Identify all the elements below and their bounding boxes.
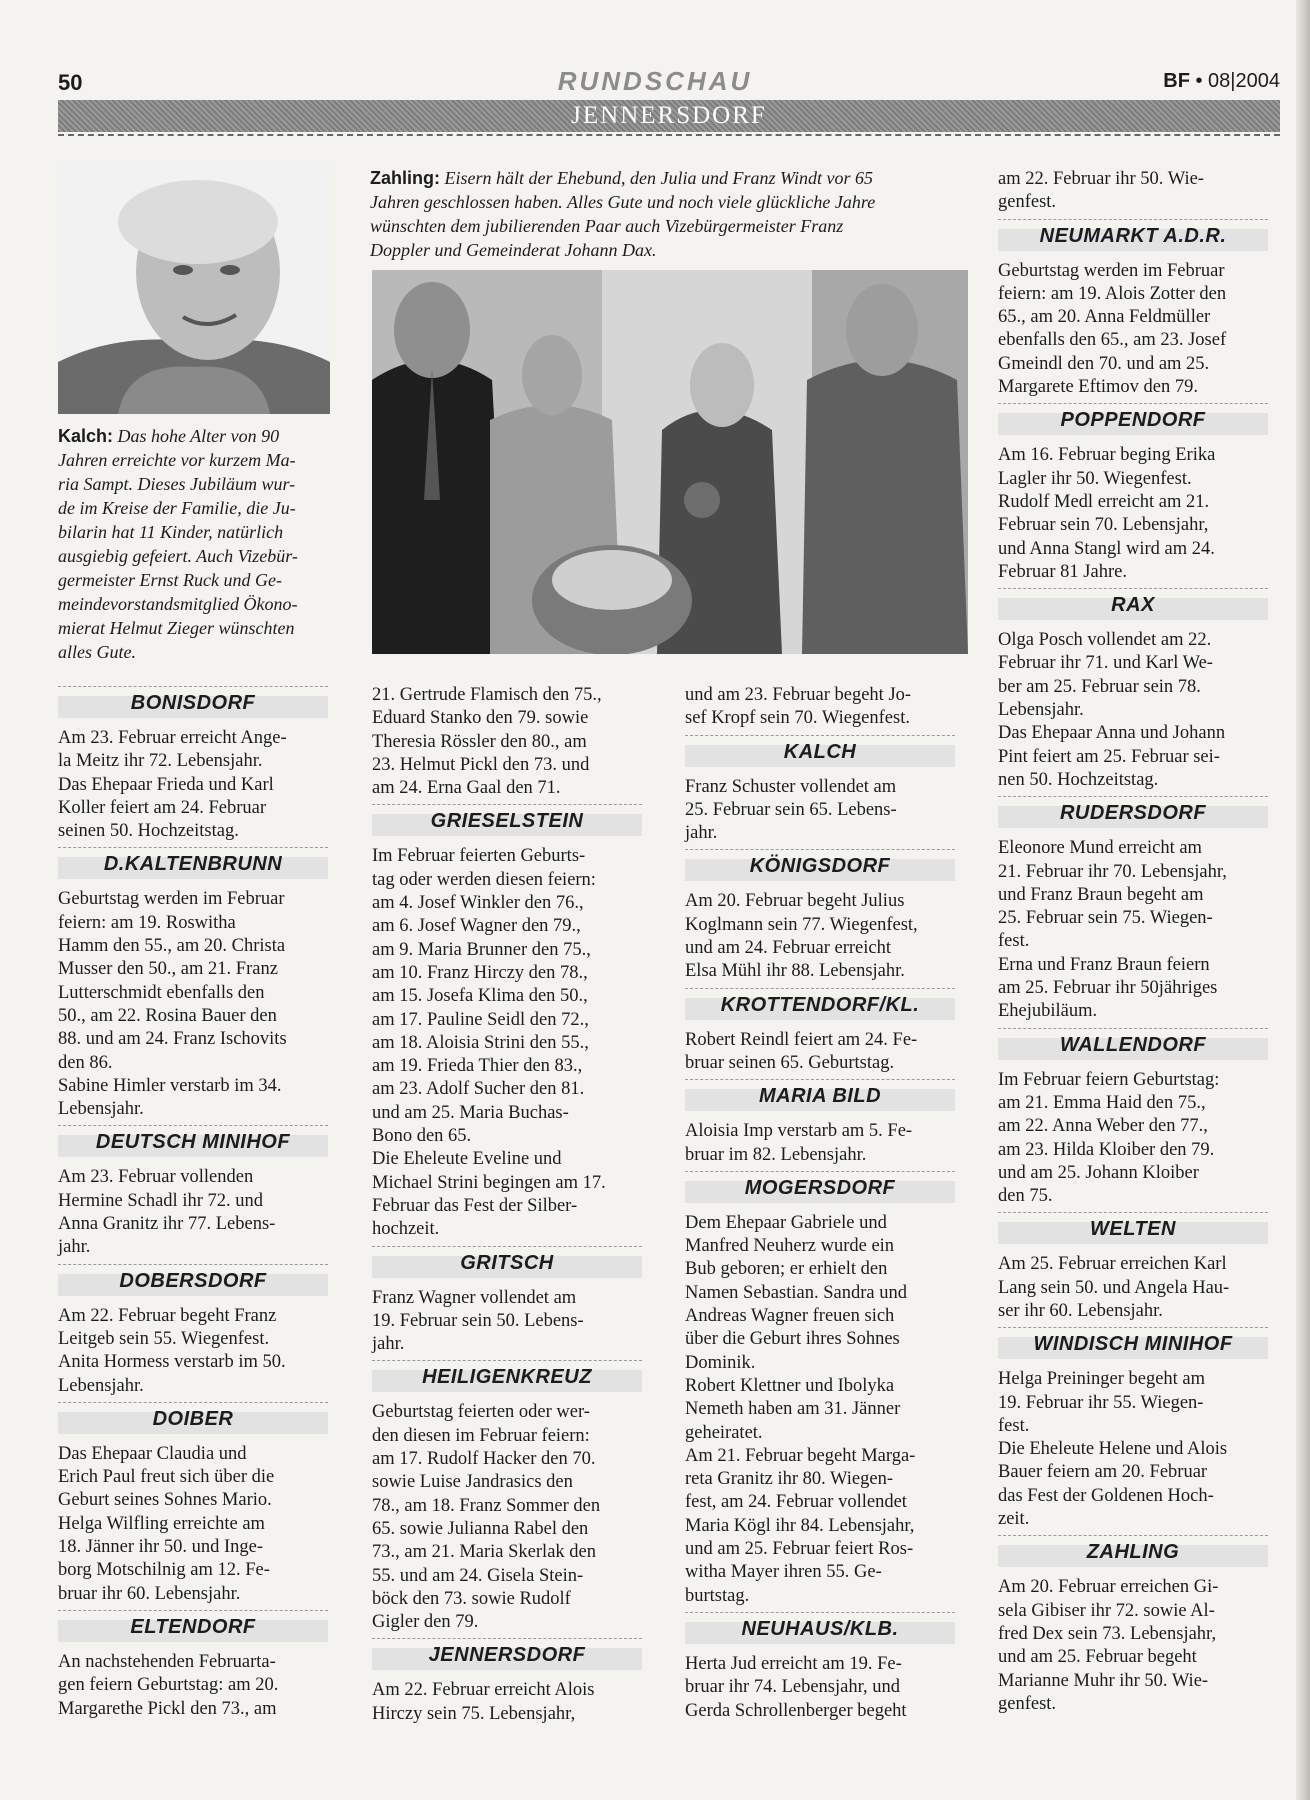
text-line: Erich Paul freut sich über die: [58, 1467, 275, 1488]
text-line: borg Motschilnig am 12. Fe-: [58, 1560, 270, 1581]
text-line: am 15. Josefa Klima den 50.,: [372, 986, 588, 1007]
text-line: 55. und am 24. Gisela Stein-: [372, 1565, 584, 1586]
text-line: Gerda Schrollenberger begeht: [685, 1700, 907, 1721]
section-heading: NEUMARKT A.D.R.: [998, 219, 1268, 255]
text-line: gen feiern Geburtstag: am 20.: [58, 1675, 279, 1696]
text-line: 50., am 22. Rosina Bauer den: [58, 1005, 277, 1026]
text-line: am 23. Adolf Sucher den 81.: [372, 1079, 585, 1100]
text-line: und Anna Stangl wird am 24.: [998, 538, 1215, 559]
text-line: 25. Februar sein 65. Lebens-: [685, 799, 897, 820]
section-heading: DOIBER: [58, 1402, 328, 1438]
section-heiligenkreuz: [372, 1360, 642, 1634]
caption-kalch: [58, 424, 338, 664]
section-gritsch: [372, 1246, 642, 1357]
section-heading: NEUHAUS/KLB.: [685, 1612, 955, 1648]
section-heading: DEUTSCH MINIHOF: [58, 1125, 328, 1161]
section-heading: MARIA BILD: [685, 1079, 955, 1115]
text-line: Franz Wagner vollendet am: [372, 1287, 577, 1308]
text-line: Geburtstag werden im Februar: [58, 889, 285, 910]
text-line: und am 25. Maria Buchas-: [372, 1102, 569, 1123]
text-line: bruar ihr 74. Lebensjahr, und: [685, 1677, 901, 1698]
text-line: den 86.: [58, 1052, 113, 1073]
section-heading: WALLENDORF: [998, 1028, 1268, 1064]
text-line: hochzeit.: [372, 1219, 440, 1240]
caption-kalch-place: Kalch:: [58, 426, 114, 446]
text-line: Bono den 65.: [372, 1126, 472, 1147]
text-line: genfest.: [998, 1693, 1057, 1714]
text-line: ser ihr 60. Lebensjahr.: [998, 1300, 1163, 1321]
section-heading: DOBERSDORF: [58, 1264, 328, 1300]
text-line: am 24. Erna Gaal den 71.: [372, 778, 561, 799]
text-line: Bub geboren; er erhielt den: [685, 1259, 888, 1280]
section-eltendorf: [58, 1610, 328, 1721]
group-photo: [372, 270, 968, 654]
text-line: Am 22. Februar begeht Franz: [58, 1305, 277, 1326]
text-line: Margarete Eftimov den 79.: [998, 377, 1199, 398]
text-line: 73., am 21. Maria Skerlak den: [372, 1542, 596, 1563]
text-line: Am 21. Februar begeht Marga-: [685, 1445, 916, 1466]
text-line: Franz Schuster vollendet am: [685, 776, 897, 797]
section-bonisdorf: [58, 686, 328, 843]
text-line: jahr.: [58, 1237, 91, 1258]
section-heading: ELTENDORF: [58, 1610, 328, 1646]
text-line: Nemeth haben am 31. Jänner: [685, 1399, 901, 1420]
text-line: Die Eheleute Eveline und: [372, 1149, 562, 1170]
text-line: Sabine Himler verstarb im 34.: [58, 1075, 282, 1096]
text-line: 23. Helmut Pickl den 73. und: [372, 754, 590, 775]
section-heading: RUDERSDORF: [998, 796, 1268, 832]
page-number: 50: [58, 70, 83, 95]
section-deutsch-minihof: [58, 1125, 328, 1259]
section-neumarkt-a-d-r: [998, 219, 1268, 400]
text-line: 18. Jänner ihr 50. und Inge-: [58, 1537, 263, 1558]
caption-line: meindevorstandsmitglied Ökono-: [58, 594, 298, 614]
section-continuation: [372, 684, 642, 800]
text-line: am 6. Josef Wagner den 79.,: [372, 916, 581, 937]
text-line: 65. sowie Julianna Rabel den: [372, 1518, 589, 1539]
text-line: Februar sein 70. Lebensjahr,: [998, 515, 1209, 536]
text-line: über die Geburt ihres Sohnes: [685, 1329, 900, 1350]
section-kalch: [685, 735, 955, 846]
text-line: ebenfalls den 65., am 23. Josef: [998, 330, 1227, 351]
text-line: Aloisia Imp verstarb am 5. Fe-: [685, 1121, 913, 1142]
banner-rule: [58, 134, 1280, 136]
caption-line: Jahren geschlossen haben. Alles Gute und noch viele glückliche Jahre: [370, 192, 876, 212]
section-neuhaus-klb: [685, 1612, 955, 1723]
page-edge: [1296, 0, 1310, 1800]
text-line: und Franz Braun begeht am: [998, 884, 1204, 905]
text-line: den 75.: [998, 1186, 1053, 1207]
section-heading: BONISDORF: [58, 686, 328, 722]
text-line: und am 25. Johann Kloiber: [998, 1162, 1199, 1183]
section-title: RUNDSCHAU: [557, 66, 753, 96]
publication-name: BF: [1163, 70, 1190, 92]
text-line: am 21. Emma Haid den 75.,: [998, 1092, 1206, 1113]
text-line: Am 22. Februar erreicht Alois: [372, 1680, 595, 1701]
issue-info: [1163, 70, 1280, 93]
text-line: bruar seinen 65. Geburtstag.: [685, 1052, 895, 1073]
section-konigsdorf: [685, 849, 955, 983]
text-line: An nachstehenden Februarta-: [58, 1651, 276, 1672]
text-line: Am 16. Februar beging Erika: [998, 445, 1216, 466]
text-line: jahr.: [685, 823, 718, 844]
caption-kalch-text: [58, 426, 298, 662]
text-line: Marianne Muhr ihr 50. Wie-: [998, 1670, 1209, 1691]
text-line: Die Eheleute Helene und Alois: [998, 1439, 1228, 1460]
text-line: das Fest der Goldenen Hoch-: [998, 1485, 1214, 1506]
text-line: sowie Luise Jandrasics den: [372, 1472, 573, 1493]
text-line: burtstag.: [685, 1585, 750, 1606]
text-line: fred Dex sein 73. Lebensjahr,: [998, 1623, 1217, 1644]
caption-line: ria Sampt. Dieses Jubiläum wur-: [58, 474, 296, 494]
text-line: witha Mayer ihren 55. Ge-: [685, 1562, 882, 1583]
text-line: Lebensjahr.: [998, 700, 1084, 721]
section-heading: GRITSCH: [372, 1246, 642, 1282]
text-line: bruar im 82. Lebensjahr.: [685, 1144, 867, 1165]
text-line: Ehejubiläum.: [998, 1001, 1098, 1022]
text-line: Am 20. Februar begeht Julius: [685, 891, 905, 912]
region-banner: JENNERSDORF: [58, 100, 1280, 132]
section-heading: RAX: [998, 588, 1268, 624]
text-line: nen 50. Hochzeitstag.: [998, 769, 1159, 790]
text-line: Bauer feiern am 20. Februar: [998, 1462, 1208, 1483]
section-windisch-minihof: [998, 1327, 1268, 1531]
section-welten: [998, 1212, 1268, 1323]
text-line: Dominik.: [685, 1352, 756, 1373]
section-heading: D.KALTENBRUNN: [58, 847, 328, 883]
text-line: Theresia Rössler den 80., am: [372, 731, 587, 752]
section-wallendorf: [998, 1028, 1268, 1209]
text-line: Am 25. Februar erreichen Karl: [998, 1254, 1227, 1275]
text-line: Margarethe Pickl den 73., am: [58, 1698, 277, 1719]
text-line: 78., am 18. Franz Sommer den: [372, 1495, 601, 1516]
text-line: jahr.: [372, 1334, 405, 1355]
text-line: 25. Februar sein 75. Wiegen-: [998, 908, 1213, 929]
text-line: Hirczy sein 75. Lebensjahr,: [372, 1703, 576, 1724]
caption-line: bilarin hat 11 Kinder, natürlich: [58, 522, 284, 542]
text-line: Olga Posch vollendet am 22.: [998, 630, 1212, 651]
text-line: Am 23. Februar erreicht Ange-: [58, 728, 287, 748]
section-mogersdorf: [685, 1171, 955, 1608]
text-line: am 17. Pauline Seidl den 72.,: [372, 1009, 589, 1030]
text-line: Koller feiert am 24. Februar: [58, 797, 267, 818]
text-line: Herta Jud erreicht am 19. Fe-: [685, 1653, 902, 1674]
text-line: am 4. Josef Winkler den 76.,: [372, 893, 584, 914]
text-line: am 23. Hilda Kloiber den 79.: [998, 1139, 1215, 1160]
text-line: geheiratet.: [685, 1422, 763, 1443]
caption-zahling-place: Zahling:: [370, 168, 440, 188]
section-grieselstein: [372, 804, 642, 1241]
text-line: Musser den 50., am 21. Franz: [58, 959, 278, 980]
text-line: Elsa Mühl ihr 88. Lebensjahr.: [685, 961, 905, 982]
text-line: Lebensjahr.: [58, 1375, 144, 1396]
text-line: Hermine Schadl ihr 72. und: [58, 1190, 263, 1211]
text-line: bruar ihr 60. Lebensjahr.: [58, 1583, 241, 1604]
section-heading: ZAHLING: [998, 1535, 1268, 1571]
text-line: zeit.: [998, 1509, 1030, 1530]
text-line: Gigler den 79.: [372, 1612, 479, 1633]
section-heading: KROTTENDORF/KL.: [685, 988, 955, 1024]
text-line: Manfred Neuherz wurde ein: [685, 1236, 895, 1257]
text-line: Im Februar feiern Geburtstag:: [998, 1069, 1220, 1090]
text-line: am 10. Franz Hirczy den 78.,: [372, 962, 588, 983]
section-heading: HEILIGENKREUZ: [372, 1360, 642, 1396]
text-line: feiern: am 19. Alois Zotter den: [998, 283, 1227, 304]
section-heading: WELTEN: [998, 1212, 1268, 1248]
text-line: Das Ehepaar Anna und Johann: [998, 723, 1226, 744]
caption-line: Jahren erreichte vor kurzem Ma-: [58, 450, 296, 470]
caption-zahling: [370, 166, 970, 262]
text-line: 65., am 20. Anna Feldmüller: [998, 307, 1211, 328]
section-rudersdorf: [998, 796, 1268, 1023]
text-line: Dem Ehepaar Gabriele und: [685, 1212, 887, 1233]
section-dobersdorf: [58, 1264, 328, 1398]
caption-line: Doppler und Gemeinderat Johann Dax.: [370, 240, 657, 260]
caption-line: alles Gute.: [58, 642, 136, 662]
section-continuation: [685, 684, 955, 731]
caption-line: de im Kreise der Familie, die Ju-: [58, 498, 296, 518]
text-line: Michael Strini begingen am 17.: [372, 1172, 606, 1193]
text-line: den diesen im Februar feiern:: [372, 1425, 590, 1446]
text-line: Im Februar feierten Geburts-: [372, 846, 586, 867]
text-column-4: [998, 168, 1268, 1720]
text-column-1: [58, 684, 328, 1725]
text-line: 21. Februar ihr 70. Lebensjahr,: [998, 861, 1227, 882]
text-line: Pint feiert am 25. Februar sei-: [998, 746, 1220, 767]
portrait-photo: [58, 162, 330, 414]
section-d-kaltenbrunn: [58, 847, 328, 1121]
text-line: und am 25. Februar feiert Ros-: [685, 1539, 914, 1560]
section-heading: MOGERSDORF: [685, 1171, 955, 1207]
section-heading: JENNERSDORF: [372, 1638, 642, 1674]
section-heading: POPPENDORF: [998, 403, 1268, 439]
text-line: Geburtstag werden im Februar: [998, 260, 1225, 281]
section-zahling: [998, 1535, 1268, 1716]
text-line: 19. Februar ihr 55. Wiegen-: [998, 1392, 1204, 1413]
section-rax: [998, 588, 1268, 792]
text-line: Leitgeb sein 55. Wiegenfest.: [58, 1328, 270, 1349]
text-line: am 9. Maria Brunner den 75.,: [372, 939, 591, 960]
text-line: Am 23. Februar vollenden: [58, 1167, 254, 1188]
text-line: feiern: am 19. Roswitha: [58, 912, 236, 933]
text-line: am 22. Anna Weber den 77.,: [998, 1116, 1208, 1137]
section-krottendorf-kl: [685, 988, 955, 1076]
text-line: Lutterschmidt ebenfalls den: [58, 982, 265, 1003]
text-line: fest, am 24. Februar vollendet: [685, 1492, 907, 1513]
text-line: tag oder werden diesen feiern:: [372, 869, 596, 890]
text-line: reta Granitz ihr 80. Wiegen-: [685, 1469, 893, 1490]
text-line: böck den 73. sowie Rudolf: [372, 1588, 571, 1609]
text-line: Helga Wilfling erreichte am: [58, 1513, 265, 1534]
text-line: Februar 81 Jahre.: [998, 561, 1127, 582]
text-line: Robert Reindl feiert am 24. Fe-: [685, 1029, 918, 1050]
caption-line: germeister Ernst Ruck und Ge-: [58, 570, 282, 590]
section-continuation: [998, 168, 1268, 215]
section-heading: GRIESELSTEIN: [372, 804, 642, 840]
issue-number: • 08|2004: [1195, 70, 1280, 92]
text-line: Februar ihr 71. und Karl We-: [998, 653, 1213, 674]
caption-zahling-text: [370, 168, 875, 260]
text-line: ber am 25. Februar sein 78.: [998, 676, 1201, 697]
text-line: la Meitz ihr 72. Lebensjahr.: [58, 751, 263, 772]
text-line: Hamm den 55., am 20. Christa: [58, 936, 286, 957]
text-line: am 18. Aloisia Strini den 55.,: [372, 1032, 589, 1053]
text-line: Lang sein 50. und Angela Hau-: [998, 1277, 1230, 1298]
text-column-2: [372, 684, 642, 1730]
text-line: Anita Hormess verstarb im 50.: [58, 1352, 286, 1373]
text-line: Koglmann sein 77. Wiegenfest,: [685, 914, 918, 935]
text-line: und am 24. Februar erreicht: [685, 938, 891, 959]
text-line: Gmeindl den 70. und am 25.: [998, 353, 1210, 374]
text-line: Eduard Stanko den 79. sowie: [372, 708, 589, 729]
text-line: Februar das Fest der Silber-: [372, 1195, 578, 1216]
text-line: Helga Preininger begeht am: [998, 1369, 1206, 1390]
text-line: sela Gibiser ihr 72. sowie Al-: [998, 1600, 1215, 1621]
caption-line: mierat Helmut Zieger wünschten: [58, 618, 295, 638]
section-heading: WINDISCH MINIHOF: [998, 1327, 1268, 1363]
text-line: sef Kropf sein 70. Wiegenfest.: [685, 708, 910, 729]
text-line: Rudolf Medl erreicht am 21.: [998, 491, 1210, 512]
text-line: Das Ehepaar Claudia und: [58, 1443, 247, 1464]
text-line: 88. und am 24. Franz Ischovits: [58, 1029, 287, 1050]
section-heading: KÖNIGSDORF: [685, 849, 955, 885]
text-line: am 25. Februar ihr 50jähriges: [998, 978, 1218, 999]
text-line: Am 20. Februar erreichen Gi-: [998, 1577, 1219, 1598]
text-line: Lagler ihr 50. Wiegenfest.: [998, 468, 1192, 489]
text-line: Lebensjahr.: [58, 1099, 144, 1120]
text-line: 19. Februar sein 50. Lebens-: [372, 1310, 584, 1331]
text-line: genfest.: [998, 192, 1057, 213]
text-line: fest.: [998, 931, 1030, 952]
section-maria-bild: [685, 1079, 955, 1167]
text-line: seinen 50. Hochzeitstag.: [58, 821, 239, 842]
text-line: Eleonore Mund erreicht am: [998, 838, 1202, 859]
section-poppendorf: [998, 403, 1268, 584]
text-line: und am 25. Februar begeht: [998, 1647, 1197, 1668]
caption-line: wünschten dem jubilierenden Paar auch Vizebürgermeister Franz: [370, 216, 844, 236]
text-line: Erna und Franz Braun feiern: [998, 954, 1210, 975]
section-doiber: [58, 1402, 328, 1606]
text-line: Namen Sebastian. Sandra und: [685, 1282, 907, 1303]
text-line: Robert Klettner und Ibolyka: [685, 1375, 895, 1396]
text-line: Maria Kögl ihr 84. Lebensjahr,: [685, 1515, 915, 1536]
section-jennersdorf: [372, 1638, 642, 1726]
text-line: Geburt seines Sohnes Mario.: [58, 1490, 272, 1511]
text-line: Andreas Wagner freuen sich: [685, 1306, 895, 1327]
caption-line: Eisern hält der Ehebund, den Julia und Franz Windt vor 65: [444, 168, 873, 188]
text-line: Geburtstag feierten oder wer-: [372, 1402, 590, 1423]
text-line: Anna Granitz ihr 77. Lebens-: [58, 1214, 276, 1235]
text-line: fest.: [998, 1415, 1030, 1436]
text-line: Das Ehepaar Frieda und Karl: [58, 774, 274, 795]
text-column-3: [685, 684, 955, 1727]
text-line: und am 23. Februar begeht Jo-: [685, 685, 912, 705]
text-line: am 22. Februar ihr 50. Wie-: [998, 169, 1204, 189]
text-line: am 19. Frieda Thier den 83.,: [372, 1056, 583, 1077]
caption-line: Das hohe Alter von 90: [117, 426, 280, 446]
caption-line: ausgiebig gefeiert. Auch Vizebür-: [58, 546, 298, 566]
text-line: am 17. Rudolf Hacker den 70.: [372, 1449, 596, 1470]
section-heading: KALCH: [685, 735, 955, 771]
text-line: 21. Gertrude Flamisch den 75.,: [372, 685, 602, 705]
